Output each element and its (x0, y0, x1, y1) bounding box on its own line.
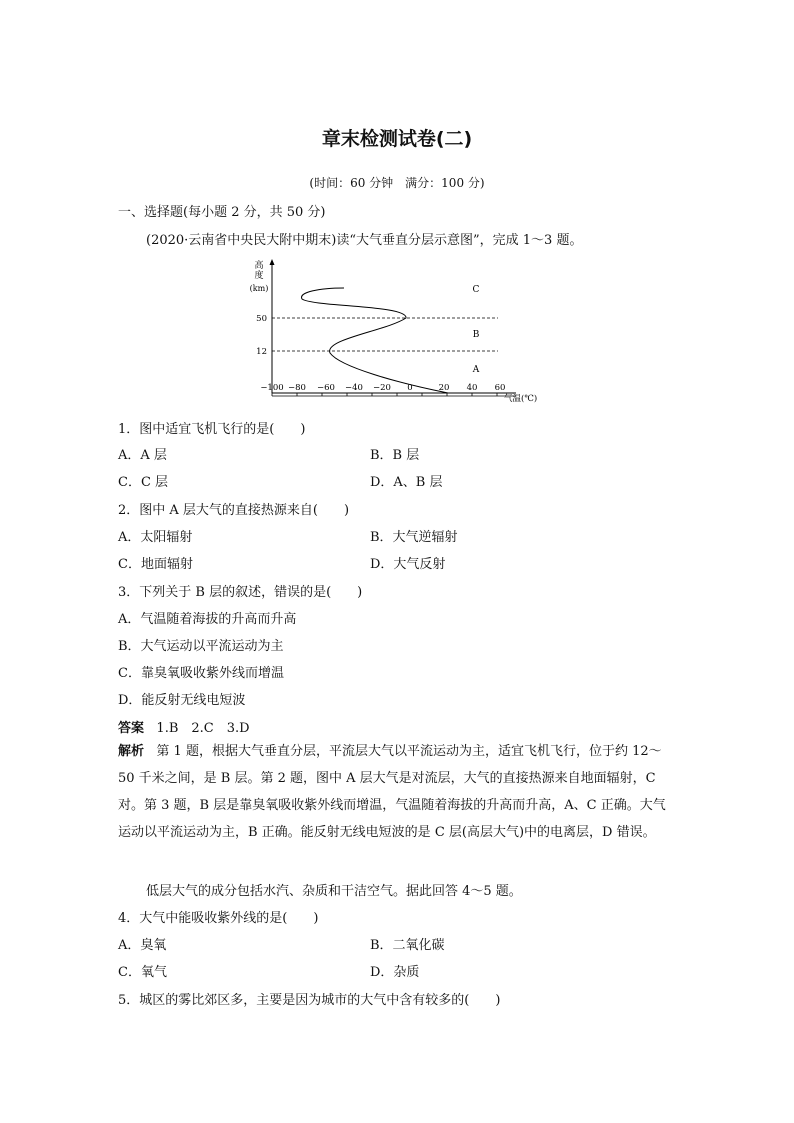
x-tick-label: 20 (438, 383, 450, 393)
section-heading: 一、选择题(每小题 2 分，共 50 分) (118, 205, 326, 220)
temperature-curve (302, 288, 448, 393)
x-tick-label: −80 (288, 383, 306, 393)
y-axis-label-2: 度 (254, 271, 264, 281)
question-3-option-d: D．能反射无线电短波 (118, 693, 246, 708)
question-3-stem: 3．下列关于 B 层的叙述，错误的是( ) (118, 585, 363, 600)
layer-label-c: C (472, 285, 480, 295)
question-1-option-c: C．C 层 (118, 475, 169, 490)
question-1-option-a: A．A 层 (118, 448, 167, 463)
x-tick-label: −20 (373, 383, 391, 393)
x-tick-label: 40 (466, 383, 478, 393)
question-5-stem: 5．城区的雾比郊区多，主要是因为城市的大气中含有较多的( ) (118, 993, 501, 1008)
question-4-option-a: A．臭氧 (118, 938, 167, 953)
answer-line (118, 717, 250, 736)
question-4-option-c: C．氧气 (118, 965, 167, 980)
answer-label: 答案 (118, 721, 145, 736)
question-4-option-b: B．二氧化碳 (370, 938, 445, 953)
question-3-option-b: B．大气运动以平流运动为主 (118, 639, 284, 654)
layer-label-b: B (472, 330, 480, 340)
question-2-option-a: A．太阳辐射 (118, 530, 193, 545)
question-2-option-d: D．大气反射 (370, 557, 446, 572)
x-tick-label: 0 (407, 383, 413, 393)
question-4-option-d: D．杂质 (370, 965, 420, 980)
exam-time-score: (时间：60 分钟 满分：100 分) (309, 176, 485, 190)
x-tick-label: −40 (345, 383, 363, 393)
answer-values: 1.B 2.C 3.D (156, 721, 250, 736)
question-1-stem: 1．图中适宜飞机飞行的是( ) (118, 422, 306, 437)
question-2-option-b: B．大气逆辐射 (370, 530, 458, 545)
question-4-stem: 4．大气中能吸收紫外线的是( ) (118, 911, 319, 926)
question-2-option-c: C．地面辐射 (118, 557, 193, 572)
atmosphere-layer-diagram (248, 255, 548, 407)
question-2-stem: 2．图中 A 层大气的直接热源来自( ) (118, 503, 350, 518)
question-intro-4-5: 低层大气的成分包括水汽、杂质和干洁空气。据此回答 4～5 题。 (146, 884, 522, 899)
layer-label-a: A (472, 365, 480, 375)
y-tick-label: 50 (256, 314, 267, 324)
question-3-option-a: A．气温随着海拔的升高而升高 (118, 612, 297, 627)
x-tick-label: 60 (494, 383, 506, 393)
question-1-option-d: D．A、B 层 (370, 475, 443, 490)
y-axis-unit: (km) (249, 284, 269, 293)
x-axis-label: 气温(℃) (504, 394, 538, 404)
question-1-option-b: B．B 层 (370, 448, 420, 463)
y-axis-arrow (270, 259, 275, 265)
analysis-label: 解析 (118, 744, 145, 759)
x-tick-label: −100 (260, 383, 284, 393)
x-tick-label: −60 (317, 383, 335, 393)
y-tick-label: 12 (256, 347, 267, 357)
question-intro-1-3: (2020·云南省中央民大附中期末)读“大气垂直分层示意图”，完成 1～3 题。 (146, 233, 583, 248)
question-3-option-c: C．靠臭氧吸收紫外线而增温 (118, 666, 284, 681)
page-title: 章末检测试卷(二) (321, 128, 473, 150)
analysis-paragraph (118, 738, 678, 846)
y-axis-label-1: 高 (254, 261, 264, 271)
analysis-text: 第 1 题，根据大气垂直分层，平流层大气以平流运动为主，适宜飞机飞行，位于约 12～50 千米之间，是 B 层。第 2 题，图中 A 层大气是对流层，大气的直接热源来自地面辐射，C 对。第 3 题，B 层是靠臭氧吸收紫外线而增温，气温随着海拔的升高而升高，A、C 正确。大气运动以平流运动为主，B 正确。能反射无线电短波的是 C 层(高层大气)中的电离层，D 错误。 (118, 744, 666, 840)
